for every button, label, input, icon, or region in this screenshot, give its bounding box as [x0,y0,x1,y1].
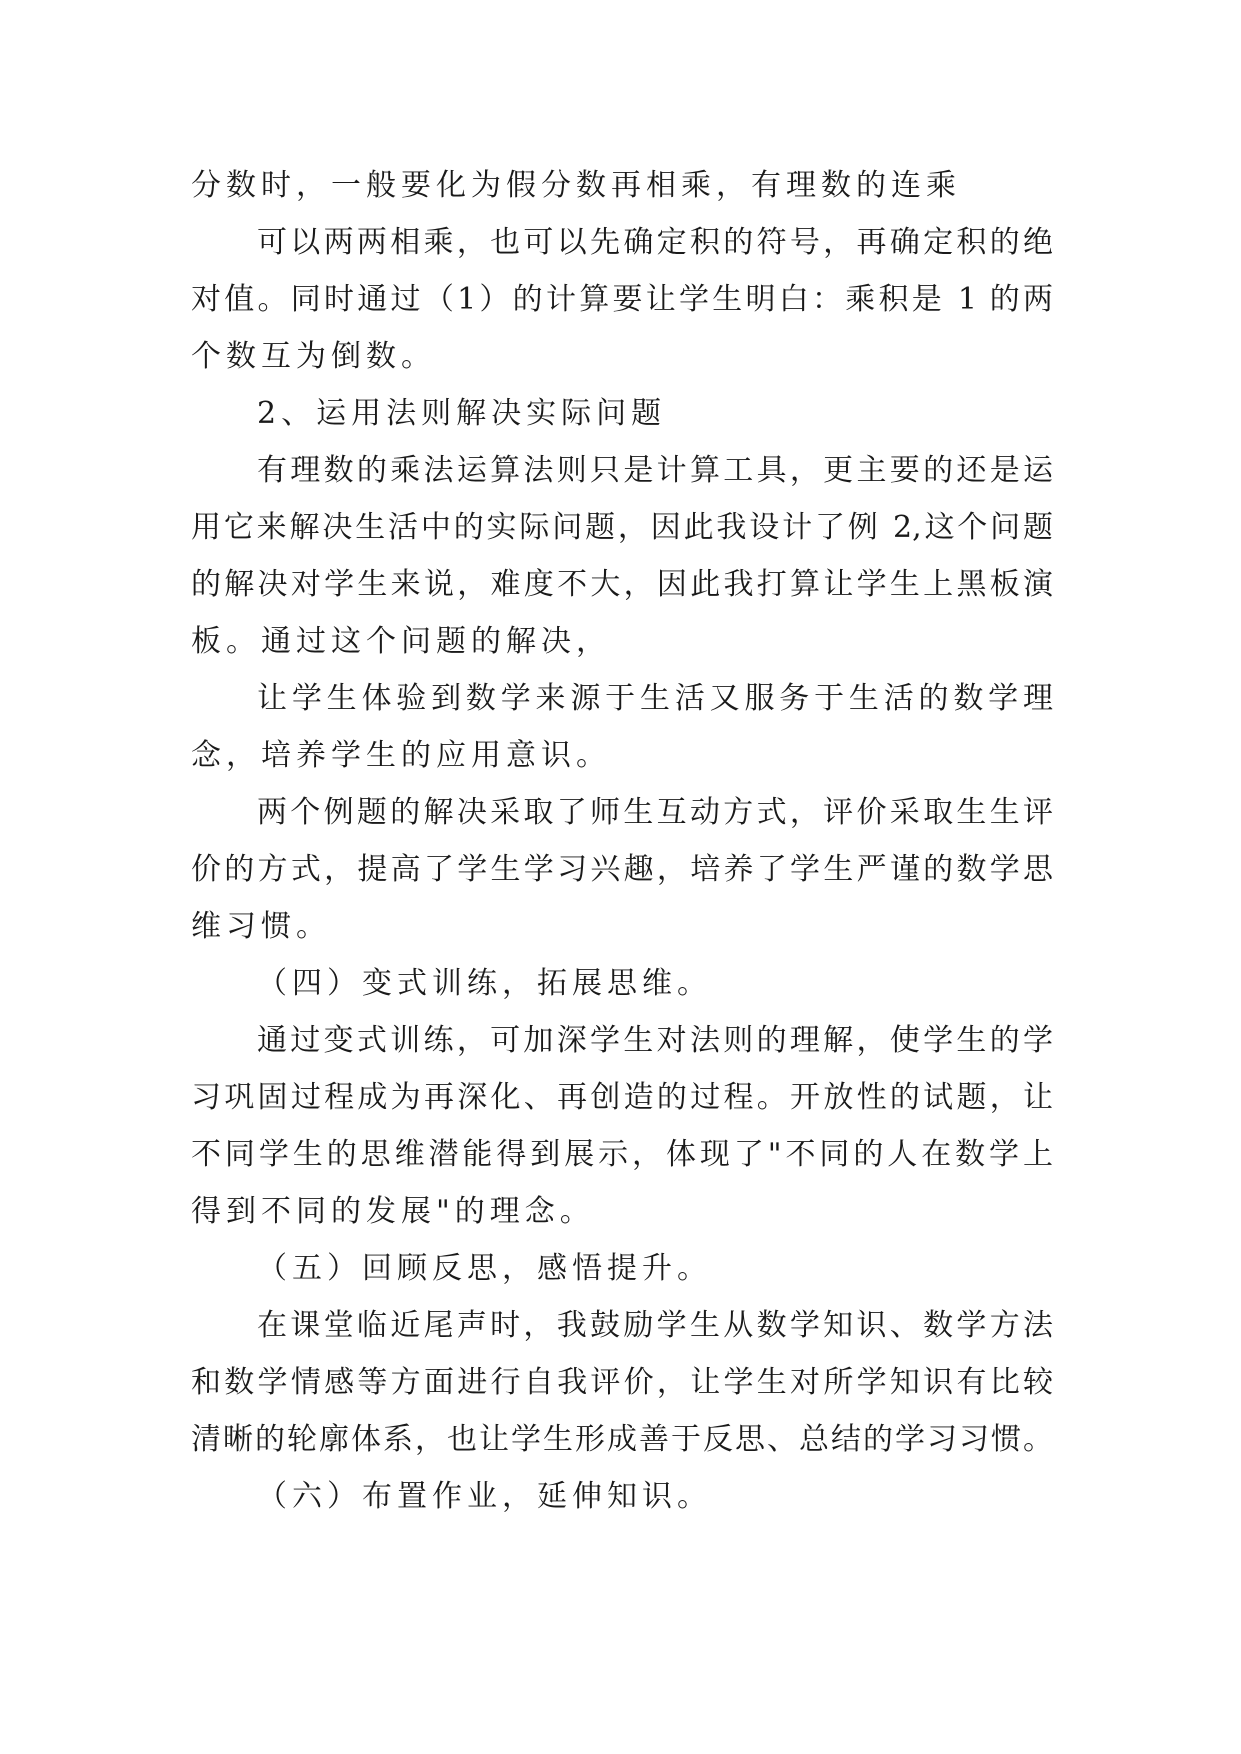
text-line-4: 个数互为倒数。 [191,339,436,374]
text-line-23: 清晰的轮廓体系，也让学生形成善于反思、总结的学习习惯。 [191,1422,1053,1457]
section-heading-2: 2、运用法则解决实际问题 [257,396,667,431]
text-line-1: 分数时，一般要化为假分数再相乘，有理数的连乘 [191,168,961,203]
text-line-2: 可以两两相乘，也可以先确定积的符号，再确定积的绝 [257,225,1053,260]
text-line-3: 对值。同时通过（1）的计算要让学生明白：乘积是 1 的两 [191,282,1053,317]
text-line-10: 让学生体验到数学来源于生活又服务于生活的数学理 [257,681,1053,716]
text-line-22: 和数学情感等方面进行自我评价，让学生对所学知识有比较 [191,1365,1053,1400]
text-line-18: 不同学生的思维潜能得到展示，体现了"不同的人在数学上 [191,1137,1053,1172]
text-line-16: 通过变式训练，可加深学生对法则的理解，使学生的学 [257,1023,1053,1058]
section-heading-5: （五）回顾反思，感悟提升。 [257,1251,712,1286]
section-heading-6: （六）布置作业，延伸知识。 [257,1479,712,1514]
text-line-12: 两个例题的解决采取了师生互动方式，评价采取生生评 [257,795,1053,830]
text-line-14: 维习惯。 [191,909,331,944]
text-line-17: 习巩固过程成为再深化、再创造的过程。开放性的试题，让 [191,1080,1053,1115]
text-line-7: 用它来解决生活中的实际问题，因此我设计了例 2,这个问题 [191,510,1053,545]
text-line-11: 念，培养学生的应用意识。 [191,738,611,773]
text-line-9: 板。通过这个问题的解决， [191,624,611,659]
section-heading-4: （四）变式训练，拓展思维。 [257,966,712,1001]
text-line-13: 价的方式，提高了学生学习兴趣，培养了学生严谨的数学思 [191,852,1053,887]
text-line-8: 的解决对学生来说，难度不大，因此我打算让学生上黑板演 [191,567,1053,602]
text-line-19: 得到不同的发展"的理念。 [191,1194,595,1229]
text-line-21: 在课堂临近尾声时，我鼓励学生从数学知识、数学方法 [257,1308,1053,1343]
text-line-6: 有理数的乘法运算法则只是计算工具，更主要的还是运 [257,453,1053,488]
